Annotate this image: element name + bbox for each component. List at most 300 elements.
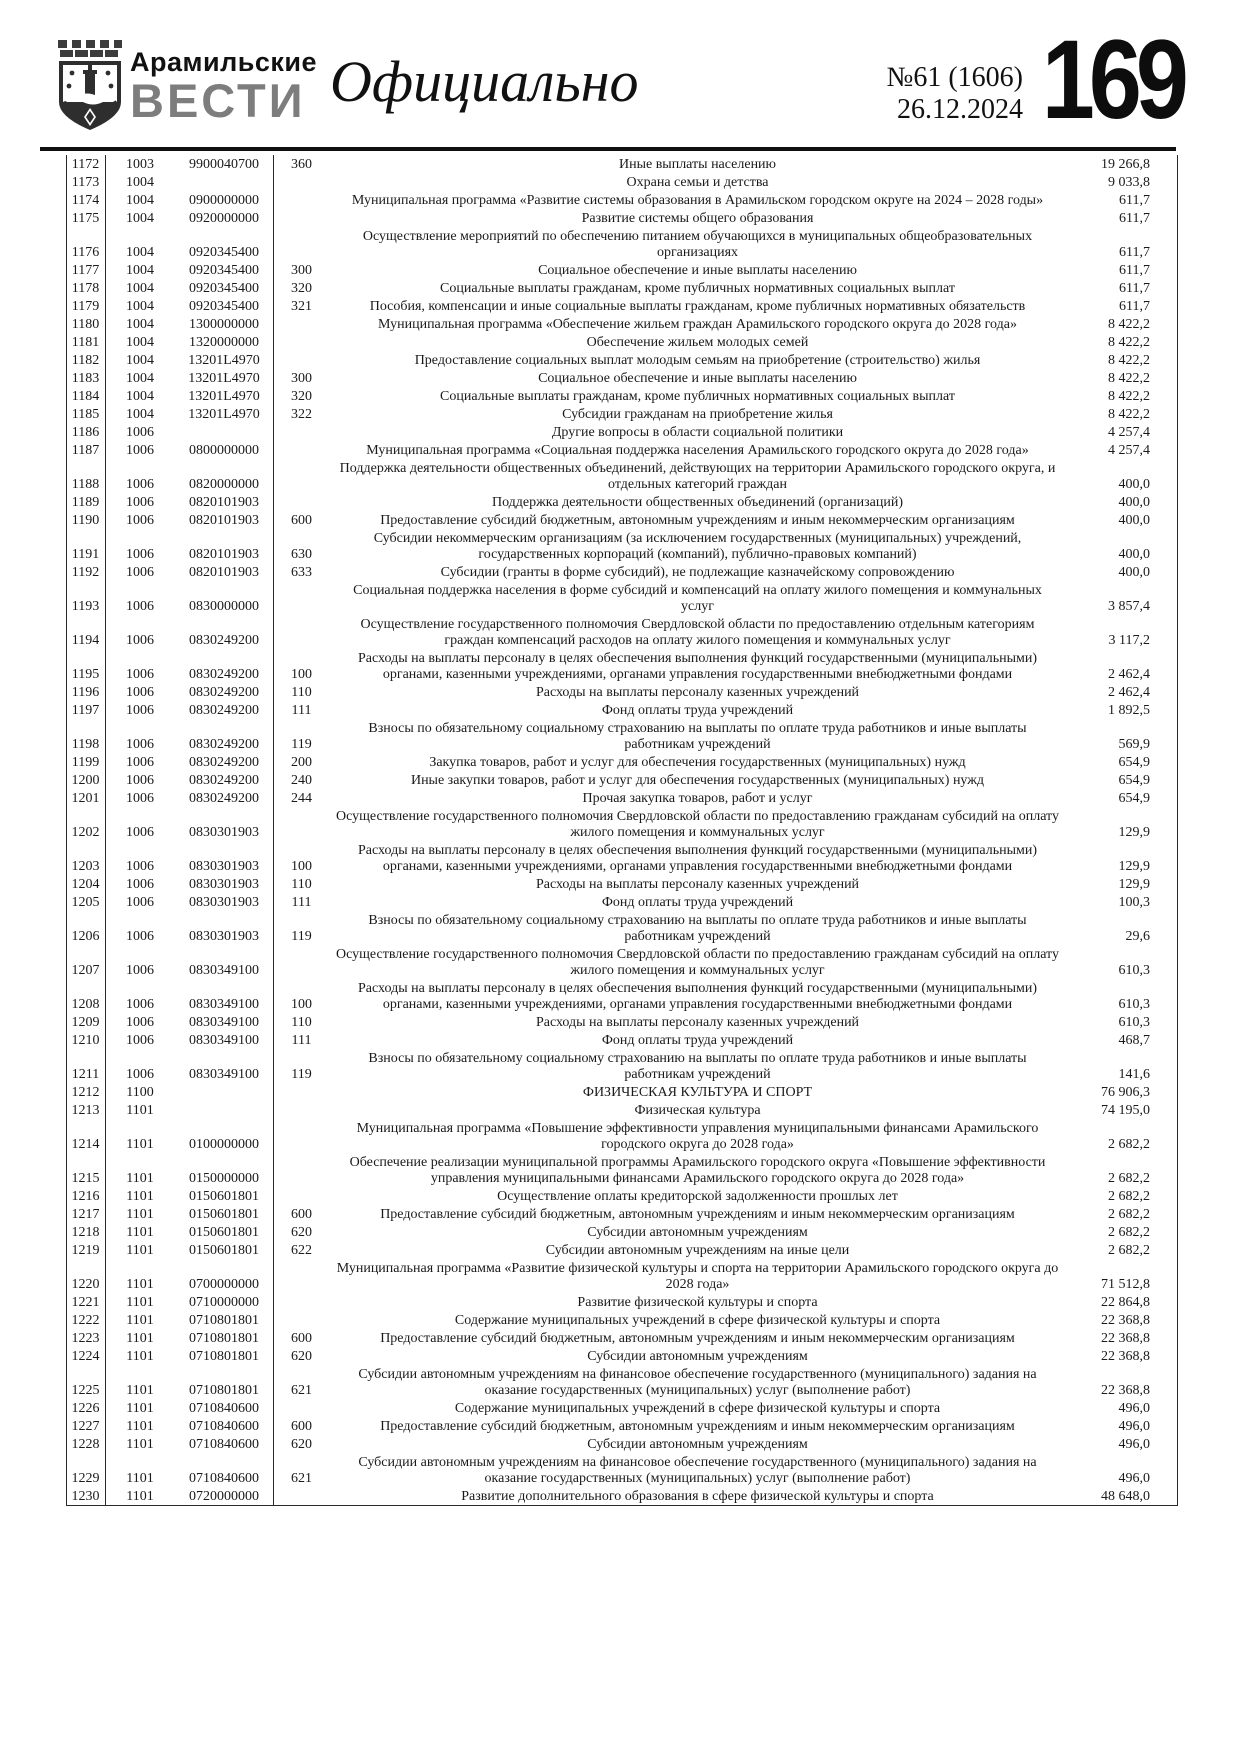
cell-expense-type: 119 xyxy=(291,1067,312,1082)
cell-row-number: 1200 xyxy=(71,773,100,788)
cell-target-article: 0830249200 xyxy=(189,773,259,788)
table-row xyxy=(66,369,1178,387)
cell-target-article: 0800000000 xyxy=(189,443,259,458)
cell-expense-name: Муниципальная программа «Повышение эффективности управления муниципальными финансами Арамильского городского округа до 2028 года» xyxy=(356,1121,1039,1152)
cell-expense-type: 100 xyxy=(291,859,312,874)
cell-section-code: 1101 xyxy=(126,1277,154,1292)
cell-target-article: 13201L4970 xyxy=(188,353,260,368)
cell-row-number: 1193 xyxy=(71,599,100,614)
cell-target-article: 13201L4970 xyxy=(188,389,260,404)
cell-expense-name: Другие вопросы в области социальной политики xyxy=(551,425,844,440)
cell-section-code: 1101 xyxy=(126,1401,154,1416)
table-row xyxy=(66,771,1178,789)
cell-expense-type: 600 xyxy=(291,1331,312,1346)
cell-row-number: 1205 xyxy=(71,895,100,910)
cell-expense-type: 320 xyxy=(291,389,312,404)
newspaper-name-bottom: ВЕСТИ xyxy=(130,74,306,127)
cell-target-article: 0830301903 xyxy=(189,825,259,840)
section-title: Официально xyxy=(330,49,639,114)
cell-section-code: 1101 xyxy=(126,1313,154,1328)
cell-target-article: 0830301903 xyxy=(189,859,259,874)
table-row xyxy=(66,191,1178,209)
cell-amount: 100,3 xyxy=(1118,895,1150,910)
cell-amount: 400,0 xyxy=(1118,477,1150,492)
cell-section-code: 1101 xyxy=(126,1349,154,1364)
cell-expense-name: Осуществление мероприятий по обеспечению питанием обучающихся в муниципальных общеобразовательных организациях xyxy=(362,229,1033,260)
header-rule xyxy=(40,147,1176,151)
cell-row-number: 1177 xyxy=(71,263,100,278)
cell-amount: 19 266,8 xyxy=(1101,157,1150,172)
cell-amount: 9 033,8 xyxy=(1108,175,1150,190)
cell-row-number: 1229 xyxy=(71,1471,100,1486)
table-row xyxy=(66,1365,1178,1399)
cell-section-code: 1006 xyxy=(126,425,154,440)
cell-row-number: 1184 xyxy=(71,389,100,404)
cell-expense-type: 111 xyxy=(291,703,312,718)
cell-amount: 1 892,5 xyxy=(1108,703,1150,718)
page-number: 169 xyxy=(1042,17,1183,142)
cell-section-code: 1101 xyxy=(126,1103,154,1118)
cell-section-code: 1006 xyxy=(126,755,154,770)
cell-target-article: 0720000000 xyxy=(189,1489,259,1504)
cell-amount: 74 195,0 xyxy=(1101,1103,1150,1118)
cell-section-code: 1006 xyxy=(126,773,154,788)
cell-target-article: 0830349100 xyxy=(189,997,259,1012)
cell-section-code: 1004 xyxy=(126,407,154,422)
cell-expense-type: 620 xyxy=(291,1225,312,1240)
cell-expense-type: 240 xyxy=(291,773,312,788)
table-row xyxy=(66,1101,1178,1119)
table-row xyxy=(66,1083,1178,1101)
cell-expense-type: 200 xyxy=(291,755,312,770)
cell-amount: 2 682,2 xyxy=(1108,1171,1150,1186)
cell-target-article: 0150000000 xyxy=(189,1171,259,1186)
cell-section-code: 1004 xyxy=(126,211,154,226)
cell-section-code: 1101 xyxy=(126,1137,154,1152)
table-row xyxy=(66,333,1178,351)
cell-row-number: 1214 xyxy=(71,1137,100,1152)
table-row xyxy=(66,807,1178,841)
table-row xyxy=(66,1435,1178,1453)
cell-section-code: 1101 xyxy=(126,1489,154,1504)
cell-expense-name: Субсидии автономным учреждениям xyxy=(587,1437,808,1452)
cell-expense-name: Субсидии автономным учреждениям на финансовое обеспечение государственного (муниципального) задания на оказание государственных (муниципальных) услуг (выполнение работ) xyxy=(358,1367,1037,1398)
table-row xyxy=(66,875,1178,893)
cell-row-number: 1207 xyxy=(71,963,100,978)
cell-section-code: 1006 xyxy=(126,859,154,874)
cell-row-number: 1209 xyxy=(71,1015,100,1030)
cell-expense-name: Фонд оплаты труда учреждений xyxy=(601,895,794,910)
table-border-before-expense-type xyxy=(273,155,274,1505)
cell-expense-name: Расходы на выплаты персоналу в целях обеспечения выполнения функций государственными (муниципальными) органами, казенными учреждениями, органами управления государственными внебюджетными фондами xyxy=(357,981,1037,1012)
table-row xyxy=(66,581,1178,615)
cell-amount: 611,7 xyxy=(1119,211,1150,226)
table-row xyxy=(66,615,1178,649)
cell-section-code: 1101 xyxy=(126,1331,154,1346)
cell-expense-name: Субсидии (гранты в форме субсидий), не подлежащие казначейскому сопровождению xyxy=(440,565,955,580)
cell-section-code: 1101 xyxy=(126,1383,154,1398)
cell-row-number: 1194 xyxy=(71,633,100,648)
cell-amount: 610,3 xyxy=(1118,1015,1150,1030)
cell-target-article: 0830249200 xyxy=(189,685,259,700)
cell-amount: 496,0 xyxy=(1118,1471,1150,1486)
cell-target-article: 0920345400 xyxy=(189,263,259,278)
cell-expense-name: Расходы на выплаты персоналу в целях обеспечения выполнения функций государственными (муниципальными) органами, казенными учреждениями, органами управления государственными внебюджетными фондами xyxy=(357,843,1037,874)
coat-of-arms-icon xyxy=(55,40,125,132)
cell-row-number: 1174 xyxy=(71,193,100,208)
cell-section-code: 1006 xyxy=(126,477,154,492)
cell-expense-name: Фонд оплаты труда учреждений xyxy=(601,1033,794,1048)
cell-expense-name: Охрана семьи и детства xyxy=(626,175,769,190)
cell-expense-type: 630 xyxy=(291,547,312,562)
cell-row-number: 1221 xyxy=(71,1295,100,1310)
cell-section-code: 1006 xyxy=(126,633,154,648)
cell-section-code: 1006 xyxy=(126,513,154,528)
cell-expense-type: 100 xyxy=(291,997,312,1012)
table-row xyxy=(66,279,1178,297)
cell-expense-type: 244 xyxy=(291,791,312,806)
cell-section-code: 1006 xyxy=(126,667,154,682)
table-border-after-row-number xyxy=(105,155,106,1505)
cell-amount: 2 682,2 xyxy=(1108,1189,1150,1204)
cell-amount: 611,7 xyxy=(1119,245,1150,260)
cell-expense-name: Предоставление субсидий бюджетным, автономным учреждениям и иным некоммерческим организациям xyxy=(380,1419,1015,1434)
cell-amount: 22 864,8 xyxy=(1101,1295,1150,1310)
table-row xyxy=(66,1347,1178,1365)
cell-expense-type: 322 xyxy=(291,407,312,422)
cell-expense-name: Взносы по обязательному социальному страхованию на выплаты по оплате труда работников и иные выплаты работникам учреждений xyxy=(368,1051,1027,1082)
cell-section-code: 1004 xyxy=(126,335,154,350)
cell-target-article: 0710801801 xyxy=(189,1331,259,1346)
cell-expense-name: Расходы на выплаты персоналу казенных учреждений xyxy=(535,685,860,700)
table-row xyxy=(66,1049,1178,1083)
cell-amount: 2 462,4 xyxy=(1108,685,1150,700)
table-row xyxy=(66,173,1178,191)
table-row xyxy=(66,719,1178,753)
cell-expense-type: 621 xyxy=(291,1471,312,1486)
cell-section-code: 1006 xyxy=(126,547,154,562)
cell-section-code: 1006 xyxy=(126,825,154,840)
cell-expense-name: Содержание муниципальных учреждений в сфере физической культуры и спорта xyxy=(454,1313,941,1328)
issue-date: 26.12.2024 xyxy=(897,94,1023,125)
table-row xyxy=(66,155,1178,173)
cell-section-code: 1006 xyxy=(126,443,154,458)
cell-expense-name: Социальные выплаты гражданам, кроме публичных нормативных социальных выплат xyxy=(440,281,955,296)
cell-section-code: 1004 xyxy=(126,263,154,278)
cell-section-code: 1004 xyxy=(126,389,154,404)
cell-target-article: 0830249200 xyxy=(189,755,259,770)
cell-amount: 2 682,2 xyxy=(1108,1137,1150,1152)
cell-amount: 22 368,8 xyxy=(1101,1313,1150,1328)
cell-amount: 496,0 xyxy=(1118,1401,1150,1416)
cell-expense-name: Иные закупки товаров, работ и услуг для обеспечения государственных (муниципальных) нужд xyxy=(410,773,985,788)
cell-row-number: 1183 xyxy=(71,371,100,386)
cell-amount: 8 422,2 xyxy=(1108,317,1150,332)
cell-row-number: 1223 xyxy=(71,1331,100,1346)
cell-amount: 496,0 xyxy=(1118,1419,1150,1434)
cell-row-number: 1218 xyxy=(71,1225,100,1240)
cell-row-number: 1175 xyxy=(71,211,100,226)
cell-section-code: 1004 xyxy=(126,193,154,208)
cell-expense-name: Социальная поддержка населения в форме субсидий и компенсаций на оплату жилого помещения и коммунальных услуг xyxy=(353,583,1042,614)
cell-expense-type: 300 xyxy=(291,263,312,278)
cell-target-article: 0830249200 xyxy=(189,633,259,648)
cell-target-article: 0710801801 xyxy=(189,1383,259,1398)
table-row xyxy=(66,1399,1178,1417)
table-row xyxy=(66,459,1178,493)
cell-amount: 611,7 xyxy=(1119,193,1150,208)
cell-amount: 8 422,2 xyxy=(1108,407,1150,422)
table-row xyxy=(66,683,1178,701)
cell-target-article: 0830249200 xyxy=(189,703,259,718)
cell-row-number: 1187 xyxy=(71,443,100,458)
cell-target-article: 0150601801 xyxy=(189,1225,259,1240)
cell-row-number: 1201 xyxy=(71,791,100,806)
cell-section-code: 1101 xyxy=(126,1295,154,1310)
cell-section-code: 1003 xyxy=(126,157,154,172)
cell-amount: 22 368,8 xyxy=(1101,1331,1150,1346)
cell-target-article: 0100000000 xyxy=(189,1137,259,1152)
cell-expense-name: Социальные выплаты гражданам, кроме публичных нормативных социальных выплат xyxy=(440,389,955,404)
cell-section-code: 1006 xyxy=(126,565,154,580)
cell-section-code: 1006 xyxy=(126,929,154,944)
cell-section-code: 1006 xyxy=(126,703,154,718)
cell-amount: 71 512,8 xyxy=(1101,1277,1150,1292)
cell-amount: 2 682,2 xyxy=(1108,1225,1150,1240)
table-row xyxy=(66,297,1178,315)
cell-row-number: 1216 xyxy=(71,1189,100,1204)
cell-expense-type: 600 xyxy=(291,513,312,528)
cell-amount: 2 462,4 xyxy=(1108,667,1150,682)
cell-target-article: 0920345400 xyxy=(189,281,259,296)
cell-target-article: 0830349100 xyxy=(189,1015,259,1030)
cell-amount: 611,7 xyxy=(1119,281,1150,296)
table-row xyxy=(66,753,1178,771)
cell-amount: 496,0 xyxy=(1118,1437,1150,1452)
cell-section-code: 1006 xyxy=(126,877,154,892)
cell-row-number: 1206 xyxy=(71,929,100,944)
table-row xyxy=(66,1205,1178,1223)
cell-expense-name: Муниципальная программа «Социальная поддержка населения Арамильского городского округа до 2028 года» xyxy=(366,443,1029,458)
cell-target-article: 0830249200 xyxy=(189,667,259,682)
cell-expense-name: Поддержка деятельности общественных объединений (организаций) xyxy=(491,495,904,510)
cell-expense-name: Муниципальная программа «Развитие физической культуры и спорта на территории Арамильского городского округа до 2028 года» xyxy=(336,1261,1059,1292)
cell-target-article: 0710840600 xyxy=(189,1437,259,1452)
cell-amount: 611,7 xyxy=(1119,299,1150,314)
cell-target-article: 0820101903 xyxy=(189,513,259,528)
cell-target-article: 0150601801 xyxy=(189,1207,259,1222)
cell-row-number: 1185 xyxy=(71,407,100,422)
cell-expense-name: Социальное обеспечение и иные выплаты населению xyxy=(538,371,857,386)
cell-section-code: 1101 xyxy=(126,1243,154,1258)
cell-expense-type: 622 xyxy=(291,1243,312,1258)
cell-target-article: 0920345400 xyxy=(189,245,259,260)
cell-expense-type: 621 xyxy=(291,1383,312,1398)
cell-amount: 400,0 xyxy=(1118,513,1150,528)
cell-expense-name: Взносы по обязательному социальному страхованию на выплаты по оплате труда работников и иные выплаты работникам учреждений xyxy=(368,721,1027,752)
table-row xyxy=(66,1153,1178,1187)
cell-expense-name: Обеспечение жильем молодых семей xyxy=(586,335,809,350)
cell-expense-type: 111 xyxy=(291,1033,312,1048)
cell-section-code: 1006 xyxy=(126,599,154,614)
cell-row-number: 1192 xyxy=(71,565,100,580)
cell-target-article: 13201L4970 xyxy=(188,371,260,386)
cell-target-article: 0820101903 xyxy=(189,495,259,510)
cell-section-code: 1006 xyxy=(126,963,154,978)
cell-target-article: 13201L4970 xyxy=(188,407,260,422)
cell-amount: 654,9 xyxy=(1118,773,1150,788)
cell-expense-name: ФИЗИЧЕСКАЯ КУЛЬТУРА И СПОРТ xyxy=(582,1085,813,1100)
table-row xyxy=(66,1223,1178,1241)
cell-expense-name: Муниципальная программа «Развитие системы образования в Арамильском городском округе на 2024 – 2028 годы» xyxy=(351,193,1044,208)
cell-target-article: 0830249200 xyxy=(189,791,259,806)
table-row xyxy=(66,945,1178,979)
cell-expense-type: 111 xyxy=(291,895,312,910)
cell-amount: 29,6 xyxy=(1125,929,1150,944)
cell-target-article: 1300000000 xyxy=(189,317,259,332)
cell-expense-type: 119 xyxy=(291,737,312,752)
cell-target-article: 0830349100 xyxy=(189,1067,259,1082)
cell-section-code: 1004 xyxy=(126,175,154,190)
cell-expense-type: 620 xyxy=(291,1437,312,1452)
cell-expense-type: 300 xyxy=(291,371,312,386)
cell-expense-name: Расходы на выплаты персоналу казенных учреждений xyxy=(535,1015,860,1030)
cell-amount: 654,9 xyxy=(1118,791,1150,806)
cell-section-code: 1006 xyxy=(126,997,154,1012)
cell-expense-name: Развитие физической культуры и спорта xyxy=(577,1295,818,1310)
cell-expense-name: Содержание муниципальных учреждений в сфере физической культуры и спорта xyxy=(454,1401,941,1416)
cell-section-code: 1004 xyxy=(126,353,154,368)
cell-expense-type: 321 xyxy=(291,299,312,314)
cell-row-number: 1215 xyxy=(71,1171,100,1186)
table-row xyxy=(66,493,1178,511)
cell-row-number: 1181 xyxy=(71,335,100,350)
cell-expense-name: Иные выплаты населению xyxy=(618,157,777,172)
issue-number: №61 (1606) xyxy=(886,62,1023,93)
table-row xyxy=(66,1329,1178,1347)
cell-expense-name: Осуществление государственного полномочия Свердловской области по предоставлению гражданам субсидий на оплату жилого помещения и коммунальных услуг xyxy=(336,809,1059,840)
cell-expense-name: Физическая культура xyxy=(634,1103,761,1118)
cell-expense-type: 320 xyxy=(291,281,312,296)
cell-section-code: 1006 xyxy=(126,1015,154,1030)
cell-row-number: 1186 xyxy=(71,425,100,440)
cell-amount: 400,0 xyxy=(1118,547,1150,562)
cell-section-code: 1101 xyxy=(126,1171,154,1186)
table-row xyxy=(66,1417,1178,1435)
cell-row-number: 1176 xyxy=(71,245,100,260)
cell-amount: 3 117,2 xyxy=(1108,633,1150,648)
cell-amount: 2 682,2 xyxy=(1108,1207,1150,1222)
cell-expense-name: Обеспечение реализации муниципальной программы Арамильского городского округа «Повышение эффективности управления муниципальными финансами Арамильского городского округа до 2028 года» xyxy=(349,1155,1046,1186)
cell-section-code: 1101 xyxy=(126,1437,154,1452)
cell-expense-name: Субсидии некоммерческим организациям (за исключением государственных (муниципальных) учреждений, государственных корпораций (компаний), публично-правовых компаний) xyxy=(373,531,1022,562)
cell-expense-name: Взносы по обязательному социальному страхованию на выплаты по оплате труда работников и иные выплаты работникам учреждений xyxy=(368,913,1027,944)
cell-section-code: 1101 xyxy=(126,1419,154,1434)
table-row xyxy=(66,1031,1178,1049)
cell-section-code: 1006 xyxy=(126,495,154,510)
cell-expense-name: Социальное обеспечение и иные выплаты населению xyxy=(538,263,857,278)
cell-row-number: 1197 xyxy=(71,703,100,718)
cell-expense-type: 600 xyxy=(291,1207,312,1222)
cell-expense-type: 620 xyxy=(291,1349,312,1364)
table-row xyxy=(66,649,1178,683)
cell-target-article: 0830301903 xyxy=(189,895,259,910)
cell-expense-type: 119 xyxy=(291,929,312,944)
cell-section-code: 1006 xyxy=(126,737,154,752)
cell-target-article: 0820000000 xyxy=(189,477,259,492)
cell-row-number: 1220 xyxy=(71,1277,100,1292)
budget-table-rows xyxy=(66,155,1178,1505)
cell-section-code: 1006 xyxy=(126,1033,154,1048)
cell-target-article: 0710840600 xyxy=(189,1419,259,1434)
cell-row-number: 1189 xyxy=(71,495,100,510)
coat-of-arms-logo xyxy=(55,40,125,132)
cell-expense-type: 110 xyxy=(291,685,312,700)
table-row xyxy=(66,387,1178,405)
table-row xyxy=(66,405,1178,423)
cell-expense-name: Субсидии гражданам на приобретение жилья xyxy=(562,407,833,422)
cell-amount: 4 257,4 xyxy=(1108,443,1150,458)
cell-row-number: 1210 xyxy=(71,1033,100,1048)
cell-section-code: 1004 xyxy=(126,299,154,314)
cell-expense-name: Субсидии автономным учреждениям xyxy=(587,1349,808,1364)
table-row xyxy=(66,1013,1178,1031)
cell-expense-name: Закупка товаров, работ и услуг для обеспечения государственных (муниципальных) нужд xyxy=(429,755,966,770)
cell-expense-name: Предоставление субсидий бюджетным, автономным учреждениям и иным некоммерческим организациям xyxy=(380,513,1015,528)
cell-target-article: 0820101903 xyxy=(189,547,259,562)
table-row xyxy=(66,1453,1178,1487)
cell-row-number: 1217 xyxy=(71,1207,100,1222)
cell-row-number: 1208 xyxy=(71,997,100,1012)
cell-row-number: 1225 xyxy=(71,1383,100,1398)
cell-row-number: 1178 xyxy=(71,281,100,296)
table-row xyxy=(66,315,1178,333)
table-row xyxy=(66,701,1178,719)
cell-row-number: 1190 xyxy=(71,513,100,528)
cell-amount: 129,9 xyxy=(1118,859,1150,874)
cell-amount: 3 857,4 xyxy=(1108,599,1150,614)
cell-row-number: 1224 xyxy=(71,1349,100,1364)
cell-row-number: 1191 xyxy=(71,547,100,562)
cell-expense-type: 600 xyxy=(291,1419,312,1434)
table-row xyxy=(66,1311,1178,1329)
cell-expense-name: Поддержка деятельности общественных объединений, действующих на территории Арамильского городского округа, и отдельных категорий граждан xyxy=(339,461,1056,492)
cell-section-code: 1004 xyxy=(126,317,154,332)
cell-amount: 468,7 xyxy=(1118,1033,1150,1048)
table-border-right xyxy=(1177,155,1178,1505)
cell-expense-name: Пособия, компенсации и иные социальные выплаты гражданам, кроме публичных нормативных обязательств xyxy=(369,299,1026,314)
cell-row-number: 1172 xyxy=(71,157,100,172)
cell-expense-name: Предоставление субсидий бюджетным, автономным учреждениям и иным некоммерческим организациям xyxy=(380,1207,1015,1222)
cell-row-number: 1227 xyxy=(71,1419,100,1434)
cell-row-number: 1211 xyxy=(71,1067,100,1082)
cell-target-article: 0710801801 xyxy=(189,1349,259,1364)
cell-expense-name: Субсидии автономным учреждениям xyxy=(587,1225,808,1240)
table-row xyxy=(66,441,1178,459)
cell-row-number: 1212 xyxy=(71,1085,100,1100)
masthead xyxy=(130,47,360,127)
cell-amount: 8 422,2 xyxy=(1108,389,1150,404)
table-row xyxy=(66,789,1178,807)
cell-expense-type: 110 xyxy=(291,877,312,892)
cell-section-code: 1101 xyxy=(126,1225,154,1240)
cell-expense-name: Субсидии автономным учреждениям на финансовое обеспечение государственного (муниципального) задания на оказание государственных (муниципальных) услуг (выполнение работ) xyxy=(358,1455,1037,1486)
cell-target-article: 0830349100 xyxy=(189,1033,259,1048)
cell-target-article: 0900000000 xyxy=(189,193,259,208)
table-row xyxy=(66,911,1178,945)
cell-amount: 400,0 xyxy=(1118,495,1150,510)
cell-expense-name: Субсидии автономным учреждениям на иные цели xyxy=(545,1243,850,1258)
